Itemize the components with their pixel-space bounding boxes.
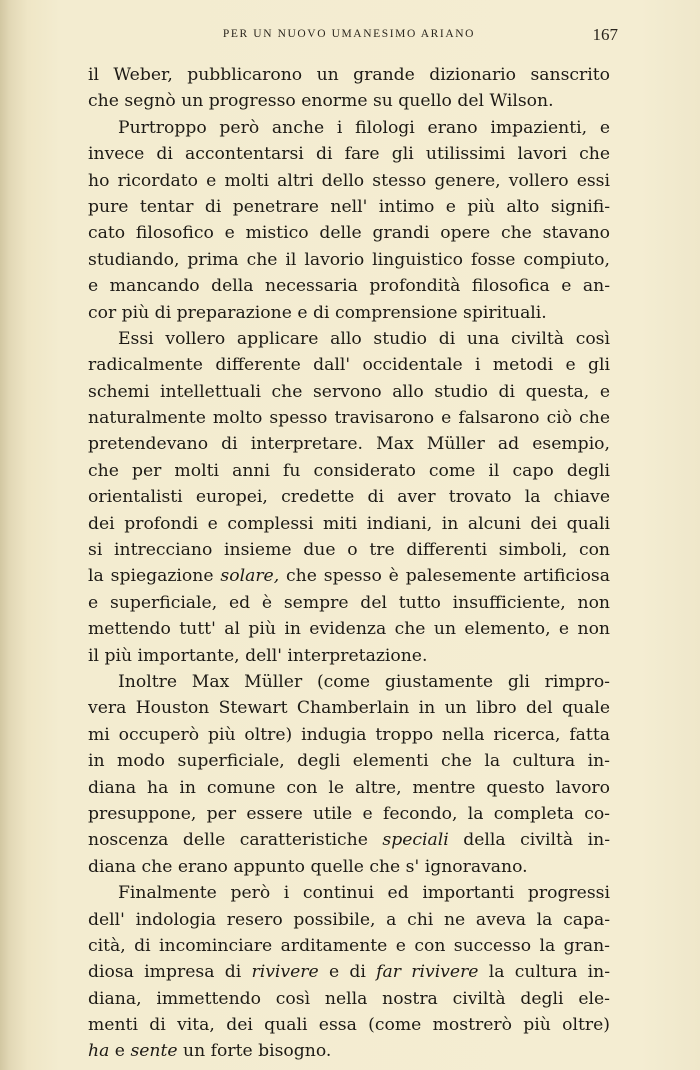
text-line	[88, 141, 610, 167]
running-head	[88, 25, 618, 48]
text-segment: noscenza delle caratteristiche	[88, 830, 383, 851]
text-line	[88, 907, 610, 933]
text-segment: pretendevano di interpretare. Max Müller ad esempio,	[88, 434, 610, 455]
text-line	[88, 1038, 610, 1064]
text-line	[88, 933, 610, 959]
text-line	[88, 300, 610, 326]
text-line	[88, 194, 610, 220]
italic-text: rivivere	[251, 962, 319, 983]
text-segment: e superficiale, ed è sempre del tutto insufficiente, non	[88, 592, 610, 613]
text-segment: che segnò un progresso enorme su quello del Wilson.	[88, 91, 554, 112]
text-segment: dei profondi e complessi miti indiani, in alcuni dei quali	[88, 513, 610, 534]
text-line	[88, 1012, 610, 1038]
text-segment: ho ricordato e molti altri dello stesso genere, vollero essi	[88, 170, 610, 191]
text-line	[88, 484, 610, 510]
text-line	[88, 643, 610, 669]
text-line	[88, 801, 610, 827]
text-line	[88, 115, 610, 141]
text-line	[88, 616, 610, 642]
text-segment: pure tentar di penetrare nell' intimo e più alto signifi-	[88, 196, 610, 217]
text-segment: diana che erano appunto quelle che s' ignoravano.	[88, 856, 528, 877]
text-segment: mettendo tutt' al più in evidenza che un elemento, e non	[88, 619, 610, 640]
italic-text: speciali	[382, 830, 449, 851]
text-line	[88, 62, 610, 88]
text-segment: presuppone, per essere utile e fecondo, la completa co-	[88, 803, 610, 824]
text-line	[88, 220, 610, 246]
text-line	[88, 326, 610, 352]
text-line	[88, 352, 610, 378]
text-segment: il più importante, dell' interpretazione.	[88, 645, 428, 666]
text-segment: cità, di incominciare arditamente e con successo la gran-	[88, 935, 610, 956]
text-line	[88, 537, 610, 563]
text-line	[88, 273, 610, 299]
text-segment: orientalisti europei, credette di aver trovato la chiave	[88, 487, 610, 508]
body-text	[88, 62, 610, 1065]
text-segment: schemi intellettuali che servono allo studio di questa, e	[88, 381, 610, 402]
text-segment: cato filosofico e mistico delle grandi opere che stavano	[88, 223, 610, 244]
italic-text: solare,	[220, 566, 280, 587]
text-segment: che spesso è palesemente artificiosa	[279, 566, 610, 587]
text-segment: e mancando della necessaria profondità filosofica e an-	[88, 276, 610, 297]
text-line	[88, 669, 610, 695]
text-segment: della civiltà in-	[448, 830, 610, 851]
italic-text: far rivivere	[376, 962, 479, 983]
text-line	[88, 827, 610, 853]
page-number: 167	[592, 25, 618, 44]
text-line	[88, 880, 610, 906]
text-segment: e di	[318, 962, 377, 983]
text-segment: e	[109, 1041, 131, 1062]
running-title: PER UN NUOVO UMANESIMO ARIANO	[222, 28, 476, 40]
text-segment: in modo superficiale, degli elementi che la cultura in-	[88, 751, 610, 772]
text-segment: Finalmente però i continui ed importanti progressi	[118, 883, 610, 904]
text-segment: Inoltre Max Müller (come giustamente gli rimpro-	[118, 671, 610, 692]
text-line	[88, 511, 610, 537]
text-segment: si intrecciano insieme due o tre differenti simboli, con	[88, 540, 610, 561]
text-segment: diana ha in comune con le altre, mentre questo lavoro	[88, 777, 610, 798]
text-segment: Essi vollero applicare allo studio di una civiltà così	[118, 328, 610, 349]
italic-text: ha	[88, 1041, 110, 1062]
text-segment: invece di accontentarsi di fare gli utilissimi lavori che	[88, 144, 610, 165]
text-segment: il Weber, pubblicarono un grande dizionario sanscrito	[88, 65, 610, 85]
text-segment: dell' indologia resero possibile, a chi ne aveva la capa-	[88, 909, 610, 930]
text-segment: la spiegazione	[88, 566, 221, 587]
text-line	[88, 775, 610, 801]
text-segment: un forte bisogno.	[177, 1041, 332, 1062]
text-line	[88, 168, 610, 194]
text-line	[88, 854, 610, 880]
text-line	[88, 88, 610, 114]
text-segment: mi occuperò più oltre) indugia troppo nella ricerca, fatta	[88, 724, 610, 745]
text-segment: che per molti anni fu considerato come il capo degli	[88, 460, 610, 481]
text-line	[88, 695, 610, 721]
text-line	[88, 563, 610, 589]
text-line	[88, 405, 610, 431]
text-line	[88, 379, 610, 405]
text-segment: cor più di preparazione e di comprensione spirituali.	[88, 302, 547, 323]
text-line	[88, 959, 610, 985]
text-segment: diosa impresa di	[88, 962, 252, 983]
text-line	[88, 722, 610, 748]
text-segment: diana, immettendo così nella nostra civiltà degli ele-	[88, 988, 610, 1009]
text-line	[88, 247, 610, 273]
text-segment: vera Houston Stewart Chamberlain in un libro del quale	[88, 698, 610, 719]
text-segment: menti di vita, dei quali essa (come mostrerò più oltre)	[88, 1015, 610, 1036]
text-segment: studiando, prima che il lavorio linguistico fosse compiuto,	[88, 249, 610, 270]
text-segment: naturalmente molto spesso travisarono e falsarono ciò che	[88, 408, 610, 429]
text-line	[88, 458, 610, 484]
text-segment: la cultura in-	[478, 962, 610, 983]
text-segment: radicalmente differente dall' occidentale i metodi e gli	[88, 355, 610, 376]
text-line	[88, 590, 610, 616]
text-segment: Purtroppo però anche i filologi erano impazienti, e	[118, 117, 610, 138]
text-line	[88, 986, 610, 1012]
italic-text: sente	[130, 1041, 178, 1062]
text-line	[88, 748, 610, 774]
text-line	[88, 431, 610, 457]
